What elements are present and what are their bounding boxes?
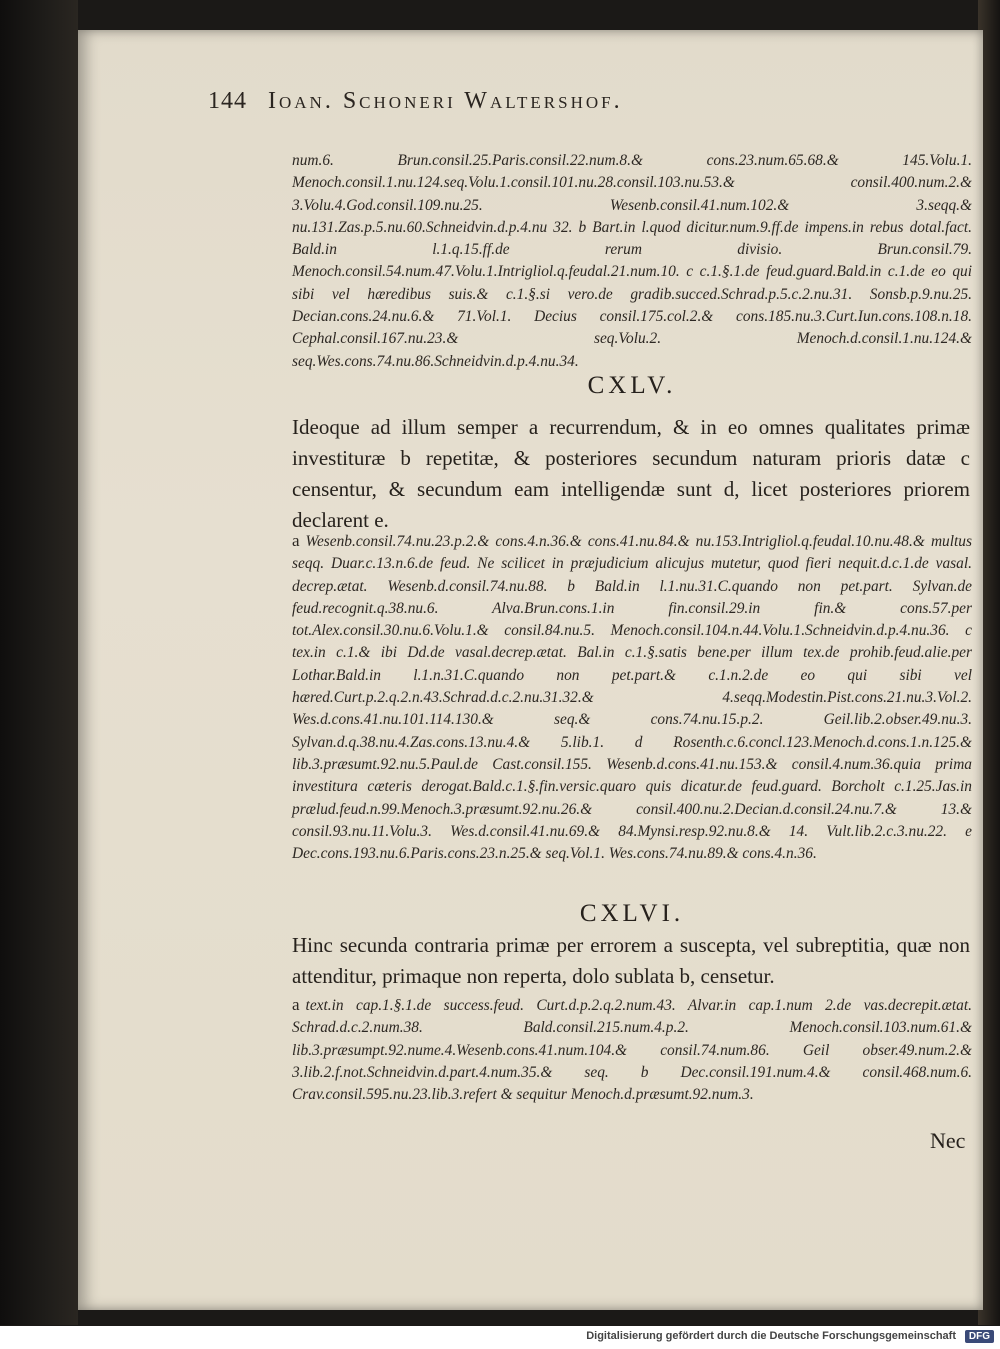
section-text-cxlv: Ideoque ad illum semper a recurrendum, & in eo omnes qualitates primæ investituræ b repetitæ, & posteriores secundum naturam prioris datæ c censentur, & secundum eam intelligendæ sunt d, licet posteriores priorem declarent e. (292, 415, 970, 532)
running-head: Ioan. Schoneri Waltershof. (268, 88, 623, 114)
page-number: 144 (208, 88, 247, 114)
footnotes-top: num.6. Brun.consil.25.Paris.consil.22.num.8.& cons.23.num.65.68.& 145.Volu.1. Menoch.consil.1.nu.124.seq.Volu.1.consil.101.nu.28.consil.103.nu.53.& consil.400.num.2.& 3.Volu.4.God.consil.109.nu.25. Wesenb.consil.41.num.102.& 3.seqq.& nu.131.Zas.p.5.nu.60.Schneidvin.d.p.4.nu 32. b Bart.in l.quod dicitur.num.9.ff.de impens.in rebus dotal.fact. Bald.in l.1.q.15.ff.de rerum divisio. Brun.consil.79. Menoch.consil.54.num.47.Volu.1.Intrigliol.q.feudal.21.num.10. c c.1.§.1.de feud.guard.Bald.in c.1.de eo qui sibi vel hæredibus suis.& c.1.§.si vero.de gradib.succed.Schrad.p.5.c.2.nu.31. Sonsb.p.9.nu.25. Decian.cons.24.nu.6.& 71.Vol.1. Decius consil.175.col.2.& cons.185.nu.3.Curt.Iun.cons.108.n.18. Cephal.consil.167.nu.23.& seq.Volu.2. Menoch.d.consil.1.nu.124.& seq.Wes.cons.74.nu.86.Schneidvin.d.p.4.nu.34. (292, 152, 972, 370)
footnotes-cxlvi (292, 994, 972, 1106)
footnotes-cxlv-text: Wesenb.consil.74.nu.23.p.2.& cons.4.n.36.& cons.41.nu.84.& nu.153.Intrigliol.q.feudal.10.nu.48.& multus seqq. Duar.c.13.n.6.de feud. Ne scilicet in præjudicium alicujus mutetur, quod fieri nequit.d.c.1.de vasal. decrep.ætat. Wesenb.d.consil.74.nu.88. b Bald.in l.1.nu.31.C.quando non pet.part. Sylvan.de feud.recognit.q.38.nu.6. Alva.Brun.cons.1.in fin.consil.29.in fin.& cons.57.per tot.Alex.consil.30.nu.6.Volu.1.& consil.84.nu.5. Menoch.consil.104.n.44.Volu.1.Schneidvin.d.p.4.nu.36. c tex.in c.1.& ibi Dd.de vasal.decrep.ætat. Bal.in c.1.§.satis bene.per illum tex.de prohib.feud.alie.per Lothar.Bald.in l.1.n.31.C.quando non pet.part.& c.1.n.2.de eo qui sibi vel hæred.Curt.p.2.q.2.n.43.Schrad.d.c.2.nu.31.32.& 4.seqq.Modestin.Pist.cons.21.nu.3.Vol.2. Wes.d.cons.41.nu.101.114.130.& seq.& cons.74.nu.15.p.2. Geil.lib.2.obser.49.nu.3. Sylvan.d.q.38.nu.4.Zas.cons.13.nu.4.& 5.lib.1. d Rosenth.c.6.concl.123.Menoch.d.cons.1.n.125.& lib.3.præsumt.92.nu.5.Paul.de Cast.consil.155. Wesenb.d.cons.41.nu.153.& consil.4.num.36.quia prima investitura cæteris derogat.Bald.c.1.§.fin.versic.quaro quis dicatur.de feud.guard. Borcholt c.1.25.Jas.in prælud.feud.n.99.Menoch.3.præsumt.92.nu.26.& consil.400.nu.2.Decian.d.consil.24.nu.7.& 13.& consil.93.nu.11.Volu.3. Wes.d.consil.41.nu.69.& 84.Mynsi.resp.92.nu.8.& 14. Vult.lib.2.c.3.nu.22. e Dec.cons.193.nu.6.Paris.cons.23.n.25.& seq.Vol.1. Wes.cons.74.nu.89.& cons.4.n.36. (292, 533, 972, 863)
note-letter-a: a (292, 531, 300, 550)
note-letter-a-2: a (292, 995, 300, 1014)
catchword: Nec (930, 1128, 966, 1153)
footer-text: Digitalisierung gefördert durch die Deutsche Forschungsgemeinschaft (586, 1330, 956, 1342)
dfg-logo: DFG (965, 1330, 994, 1343)
footnotes-cxlv (292, 530, 972, 865)
book-binding (0, 0, 78, 1325)
footnotes-cxlvi-text: text.in cap.1.§.1.de success.feud. Curt.d.p.2.q.2.num.43. Alvar.in cap.1.num 2.de vas.decrepit.ætat. Schrad.d.c.2.num.38. Bald.consil.215.num.4.p.2. Menoch.consil.103.num.61.& lib.3.præsumpt.92.nume.4.Wesenb.cons.41.num.104.& consil.74.num.86. Geil obser.49.num.2.& 3.lib.2.f.not.Schneidvin.d.part.4.num.35.& seq. b Dec.consil.191.num.4.& consil.468.num.6. Crav.consil.595.nu.23.lib.3.refert & sequitur Menoch.d.præsumt.92.num.3. (292, 997, 972, 1104)
section-heading-cxlv: CXLV. (587, 372, 677, 399)
digitization-footer (0, 1326, 1000, 1349)
section-text-cxlvi: Hinc secunda contraria primæ per errorem a suscepta, vel subreptitia, quæ non attenditur, primaque non reperta, dolo sublata b, censetur. (292, 933, 970, 988)
section-heading-cxlvi: CXLVI. (579, 900, 685, 927)
running-header (208, 88, 888, 115)
